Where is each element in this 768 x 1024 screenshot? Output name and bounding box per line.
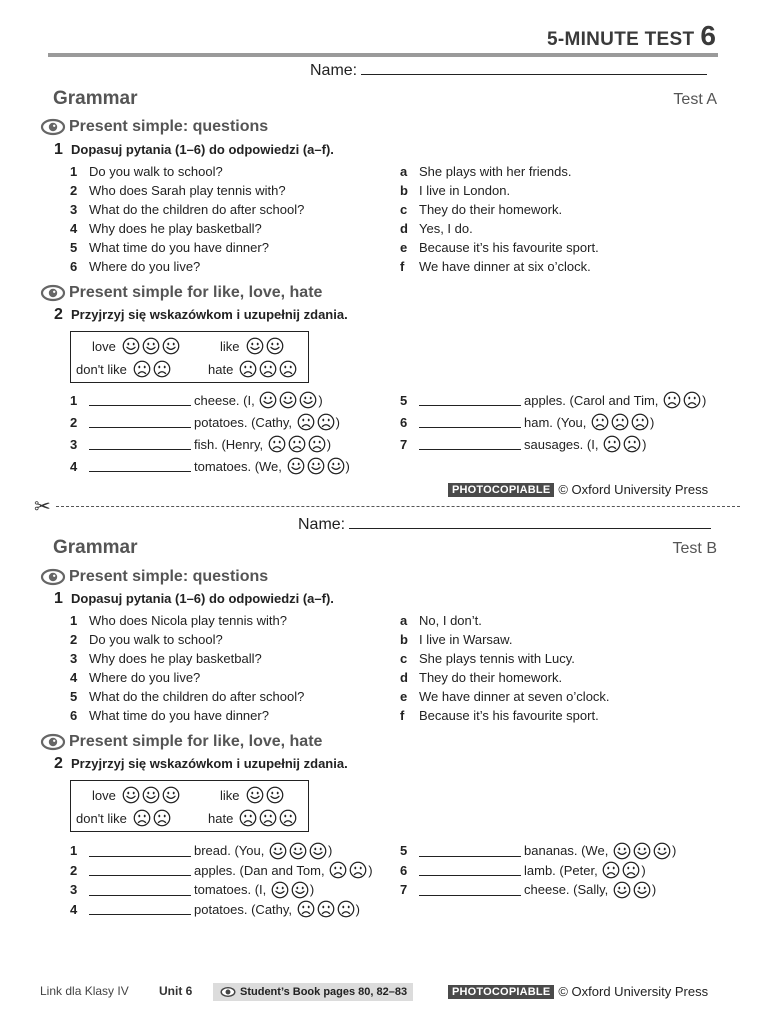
footer-book-title: Link dla Klasy IV	[40, 984, 129, 998]
smiley-face-icon	[289, 842, 307, 860]
smiley-face-icon	[266, 786, 284, 804]
item-text: We have dinner at six o’clock.	[419, 259, 591, 274]
name-blank[interactable]	[349, 514, 711, 529]
item-number: c	[400, 651, 408, 666]
sad-face-icon	[259, 360, 277, 378]
item-number: 5	[400, 843, 408, 859]
fill-item: 5 bananas. (We, )	[400, 843, 677, 859]
name-label: Name:	[310, 62, 358, 79]
legend-dont-like	[76, 809, 172, 827]
section-title: Present simple: questions	[69, 568, 269, 585]
face-group	[238, 360, 298, 378]
footer-unit: Unit 6	[159, 984, 193, 998]
item-text: They do their homework.	[419, 670, 563, 685]
sad-face-icon	[622, 861, 640, 879]
sad-face-icon	[268, 435, 286, 453]
item-number: 7	[400, 436, 408, 452]
item-text: Where do you live?	[89, 670, 201, 685]
question-item	[70, 221, 304, 240]
dashed-divider	[56, 506, 740, 507]
item-number: 5	[70, 240, 78, 255]
sad-face-icon	[133, 360, 151, 378]
legend-hate	[208, 809, 298, 827]
item-text: What time do you have dinner?	[89, 240, 269, 255]
test-a-label: Test A	[673, 91, 717, 108]
smiley-face-icon	[653, 842, 671, 860]
task-number: 2	[54, 306, 63, 323]
section-questions-a	[40, 117, 268, 137]
face-group	[245, 786, 285, 804]
photocopiable-badge: PHOTOCOPIABLE	[448, 985, 554, 999]
answer-blank[interactable]	[89, 845, 191, 857]
item-number: 3	[70, 882, 78, 898]
answer-item	[400, 651, 610, 670]
item-number: d	[400, 670, 408, 685]
answer-item	[400, 259, 599, 278]
fill-list-left-a	[70, 389, 350, 477]
grammar-heading-a: Grammar	[53, 88, 138, 109]
item-number: 6	[400, 414, 408, 430]
fill-item: 2 potatoes. (Cathy, )	[70, 414, 341, 430]
question-item	[70, 632, 304, 651]
test-title	[547, 20, 716, 52]
smiley-face-icon	[122, 786, 140, 804]
item-text: Who does Nicola play tennis with?	[89, 613, 287, 628]
sad-face-icon	[239, 809, 257, 827]
smiley-face-icon	[613, 842, 631, 860]
section-questions-b	[40, 567, 268, 587]
item-number: f	[400, 708, 405, 723]
item-number: b	[400, 183, 408, 198]
legend-like	[220, 337, 285, 355]
question-list-a	[70, 164, 304, 278]
section-like-love-hate-b	[40, 732, 322, 752]
item-text: She plays tennis with Lucy.	[419, 651, 575, 666]
item-text: don't like	[76, 810, 127, 826]
item-text: tomatoes. (I,	[194, 882, 267, 898]
smiley-face-icon	[287, 457, 305, 475]
item-number: 3	[70, 202, 78, 217]
item-number: 2	[70, 414, 78, 430]
question-item	[70, 240, 304, 259]
answer-blank[interactable]	[419, 864, 521, 876]
legend-love	[92, 786, 181, 804]
item-text: bananas. (We,	[524, 843, 609, 859]
smiley-face-icon	[142, 786, 160, 804]
item-text: Do you walk to school?	[89, 164, 223, 179]
sad-face-icon	[297, 413, 315, 431]
item-text: love	[92, 787, 116, 803]
item-text: What time do you have dinner?	[89, 708, 269, 723]
item-text: We have dinner at seven o’clock.	[419, 689, 610, 704]
item-text: love	[92, 338, 116, 354]
item-text: lamb. (Peter,	[524, 862, 598, 878]
scissors-icon: ✂	[34, 496, 51, 518]
item-text: hate	[208, 361, 234, 377]
face-group	[267, 435, 327, 453]
name-field-b[interactable]	[298, 514, 711, 534]
question-item	[70, 651, 304, 670]
sad-face-icon	[349, 861, 367, 879]
item-text: sausages. (I,	[524, 436, 599, 452]
item-number: c	[400, 202, 408, 217]
answer-blank[interactable]	[89, 394, 191, 406]
item-number: 6	[70, 259, 78, 274]
photocopiable-badge: PHOTOCOPIABLE	[448, 483, 554, 497]
task-number: 2	[54, 755, 63, 772]
eye-icon	[40, 284, 66, 302]
sad-face-icon	[153, 809, 171, 827]
answer-blank[interactable]	[419, 394, 521, 406]
answer-item	[400, 708, 610, 727]
question-item	[70, 613, 304, 632]
item-number: 4	[70, 901, 78, 917]
answer-item	[400, 670, 610, 689]
smiley-face-icon	[291, 881, 309, 899]
answer-blank[interactable]	[89, 438, 191, 450]
name-blank[interactable]	[361, 60, 707, 75]
answer-item	[400, 689, 610, 708]
sad-face-icon	[279, 360, 297, 378]
sad-face-icon	[308, 435, 326, 453]
item-text: cheese. (Sally,	[524, 882, 609, 898]
sad-face-icon	[297, 900, 315, 918]
face-legend-b	[70, 780, 309, 832]
item-text: tomatoes. (We,	[194, 458, 282, 474]
sad-face-icon	[603, 435, 621, 453]
fill-item: 4 tomatoes. (We, )	[70, 458, 350, 474]
face-group	[121, 786, 181, 804]
smiley-face-icon	[142, 337, 160, 355]
sad-face-icon	[239, 360, 257, 378]
smiley-face-icon	[279, 391, 297, 409]
smiley-face-icon	[327, 457, 345, 475]
sad-face-icon	[663, 391, 681, 409]
face-group	[121, 337, 181, 355]
fill-list-right-b	[400, 841, 676, 900]
answer-blank[interactable]	[89, 864, 191, 876]
header-rule	[48, 53, 718, 57]
sad-face-icon	[337, 900, 355, 918]
task-instruction: Przyjrzyj się wskazówkom i uzupełnij zdania.	[71, 307, 348, 322]
answer-blank[interactable]	[89, 903, 191, 915]
fill-item: 3 fish. (Henry, )	[70, 436, 332, 452]
item-number: 1	[70, 613, 78, 628]
task-number: 1	[54, 141, 63, 158]
sad-face-icon	[591, 413, 609, 431]
face-group	[296, 900, 356, 918]
item-text: fish. (Henry,	[194, 436, 264, 452]
answer-item	[400, 202, 599, 221]
answer-list-a	[400, 164, 599, 278]
task-1-a	[54, 141, 334, 159]
item-text: Because it’s his favourite sport.	[419, 240, 599, 255]
face-group	[286, 457, 346, 475]
task-instruction: Dopasuj pytania (1–6) do odpowiedzi (a–f).	[71, 142, 334, 157]
test-title-label: 5-MINUTE TEST	[546, 29, 695, 50]
face-group	[662, 391, 702, 409]
copyright-text: © Oxford University Press	[558, 984, 709, 999]
item-number: d	[400, 221, 408, 236]
face-group	[270, 881, 310, 899]
smiley-face-icon	[162, 337, 180, 355]
smiley-face-icon	[299, 391, 317, 409]
answer-list-b	[400, 613, 610, 727]
item-number: 1	[70, 843, 78, 859]
task-instruction: Przyjrzyj się wskazówkom i uzupełnij zdania.	[71, 756, 348, 771]
smiley-face-icon	[633, 881, 651, 899]
test-number: 6	[700, 20, 716, 51]
item-number: 4	[70, 670, 78, 685]
smiley-face-icon	[271, 881, 289, 899]
sad-face-icon	[317, 900, 335, 918]
eye-icon	[40, 118, 66, 136]
item-number: 1	[70, 392, 78, 408]
answer-item	[400, 183, 599, 202]
item-text: I live in London.	[419, 183, 511, 198]
section-title: Present simple for like, love, hate	[69, 733, 323, 750]
question-item	[70, 202, 304, 221]
question-item	[70, 670, 304, 689]
item-text: No, I don’t.	[419, 613, 482, 628]
face-group	[258, 391, 318, 409]
legend-hate	[208, 360, 298, 378]
item-number: 6	[400, 862, 408, 878]
task-instruction: Dopasuj pytania (1–6) do odpowiedzi (a–f).	[71, 591, 334, 606]
photocopiable-note-footer	[448, 984, 708, 999]
item-text: potatoes. (Cathy,	[194, 901, 293, 917]
sad-face-icon	[623, 435, 641, 453]
item-number: a	[400, 613, 408, 628]
sad-face-icon	[133, 809, 151, 827]
item-text: bread. (You,	[194, 843, 265, 859]
item-text: I live in Warsaw.	[419, 632, 513, 647]
item-number: f	[400, 259, 405, 274]
answer-blank[interactable]	[419, 884, 521, 896]
answer-item	[400, 632, 610, 651]
face-group	[245, 337, 285, 355]
answer-blank[interactable]	[419, 438, 521, 450]
fill-item: 3 tomatoes. (I, )	[70, 882, 315, 898]
legend-dont-like	[76, 360, 172, 378]
task-1-b	[54, 590, 334, 608]
face-group	[132, 809, 172, 827]
fill-item: 6 ham. (You, )	[400, 414, 655, 430]
question-item	[70, 708, 304, 727]
fill-list-left-b	[70, 841, 373, 919]
item-text: apples. (Dan and Tom,	[194, 862, 325, 878]
legend-love	[92, 337, 181, 355]
item-number: 7	[400, 882, 408, 898]
students-book-reference	[213, 983, 413, 1001]
item-number: 2	[70, 183, 78, 198]
grammar-heading-b: Grammar	[53, 537, 138, 558]
answer-item	[400, 164, 599, 183]
section-title: Present simple: questions	[69, 118, 269, 135]
question-list-b	[70, 613, 304, 727]
answer-item	[400, 240, 599, 259]
answer-item	[400, 613, 610, 632]
face-group	[328, 861, 368, 879]
face-group	[602, 435, 642, 453]
smiley-face-icon	[633, 842, 651, 860]
answer-blank[interactable]	[419, 845, 521, 857]
face-legend-a	[70, 331, 309, 383]
item-number: 3	[70, 651, 78, 666]
sad-face-icon	[329, 861, 347, 879]
item-text: hate	[208, 810, 234, 826]
sad-face-icon	[153, 360, 171, 378]
item-text: Do you walk to school?	[89, 632, 223, 647]
sad-face-icon	[602, 861, 620, 879]
item-text: Because it’s his favourite sport.	[419, 708, 599, 723]
name-label: Name:	[298, 516, 346, 533]
face-group	[601, 861, 641, 879]
eye-icon	[40, 733, 66, 751]
item-number: e	[400, 240, 408, 255]
item-text: cheese. (I,	[194, 392, 255, 408]
sad-face-icon	[683, 391, 701, 409]
sad-face-icon	[317, 413, 335, 431]
smiley-face-icon	[162, 786, 180, 804]
students-book-pages: Student’s Book pages 80, 82–83	[240, 986, 408, 998]
item-text: ham. (You,	[524, 414, 587, 430]
smiley-face-icon	[269, 842, 287, 860]
fill-item: 1 cheese. (I, )	[70, 392, 323, 408]
eye-icon	[40, 568, 66, 586]
item-text: They do their homework.	[419, 202, 563, 217]
item-number: 1	[70, 164, 78, 179]
photocopiable-note-a	[448, 482, 708, 497]
legend-like	[220, 786, 285, 804]
answer-item	[400, 221, 599, 240]
copyright-text: © Oxford University Press	[558, 482, 709, 497]
section-title: Present simple for like, love, hate	[69, 284, 323, 301]
item-text: like	[220, 338, 240, 354]
item-number: 4	[70, 221, 78, 236]
face-group	[590, 413, 650, 431]
smiley-face-icon	[309, 842, 327, 860]
item-text: Why does he play basketball?	[89, 651, 262, 666]
item-number: 2	[70, 632, 78, 647]
item-number: 6	[70, 708, 78, 723]
fill-item: 4 potatoes. (Cathy, )	[70, 901, 361, 917]
fill-item: 1 bread. (You, )	[70, 843, 333, 859]
face-group	[238, 809, 298, 827]
task-2-a	[54, 306, 348, 324]
answer-blank[interactable]	[89, 416, 191, 428]
sad-face-icon	[288, 435, 306, 453]
smiley-face-icon	[246, 786, 264, 804]
eye-icon	[220, 986, 236, 998]
task-number: 1	[54, 590, 63, 607]
item-number: 4	[70, 458, 78, 474]
smiley-face-icon	[613, 881, 631, 899]
answer-blank[interactable]	[89, 460, 191, 472]
question-item	[70, 689, 304, 708]
item-text: She plays with her friends.	[419, 164, 572, 179]
smiley-face-icon	[259, 391, 277, 409]
item-text: apples. (Carol and Tim,	[524, 392, 659, 408]
item-text: potatoes. (Cathy,	[194, 414, 293, 430]
cut-line	[34, 496, 740, 518]
item-text: Why does he play basketball?	[89, 221, 262, 236]
fill-item: 7 cheese. (Sally, )	[400, 882, 657, 898]
face-group	[132, 360, 172, 378]
question-item	[70, 164, 304, 183]
sad-face-icon	[631, 413, 649, 431]
answer-blank[interactable]	[419, 416, 521, 428]
item-text: don't like	[76, 361, 127, 377]
answer-blank[interactable]	[89, 884, 191, 896]
task-2-b	[54, 755, 348, 773]
item-number: 5	[400, 392, 408, 408]
test-b-label: Test B	[672, 540, 717, 557]
face-group	[612, 842, 672, 860]
item-number: e	[400, 689, 408, 704]
face-group	[296, 413, 336, 431]
smiley-face-icon	[307, 457, 325, 475]
fill-item: 5 apples. (Carol and Tim, )	[400, 392, 707, 408]
item-text: Where do you live?	[89, 259, 201, 274]
question-item	[70, 259, 304, 278]
fill-item: 7 sausages. (I, )	[400, 436, 647, 452]
item-number: 2	[70, 862, 78, 878]
item-number: 3	[70, 436, 78, 452]
fill-item: 6 lamb. (Peter, )	[400, 862, 646, 878]
question-item	[70, 183, 304, 202]
item-text: like	[220, 787, 240, 803]
sad-face-icon	[611, 413, 629, 431]
section-like-love-hate-a	[40, 283, 322, 303]
item-text: What do the children do after school?	[89, 689, 305, 704]
fill-item: 2 apples. (Dan and Tom, )	[70, 862, 373, 878]
item-number: a	[400, 164, 408, 179]
item-text: What do the children do after school?	[89, 202, 305, 217]
smiley-face-icon	[122, 337, 140, 355]
face-group	[612, 881, 652, 899]
item-number: b	[400, 632, 408, 647]
face-group	[268, 842, 328, 860]
sad-face-icon	[279, 809, 297, 827]
smiley-face-icon	[266, 337, 284, 355]
item-text: Yes, I do.	[419, 221, 473, 236]
item-number: 5	[70, 689, 78, 704]
fill-list-right-a	[400, 389, 706, 455]
sad-face-icon	[259, 809, 277, 827]
name-field-a[interactable]	[310, 60, 707, 80]
item-text: Who does Sarah play tennis with?	[89, 183, 286, 198]
smiley-face-icon	[246, 337, 264, 355]
